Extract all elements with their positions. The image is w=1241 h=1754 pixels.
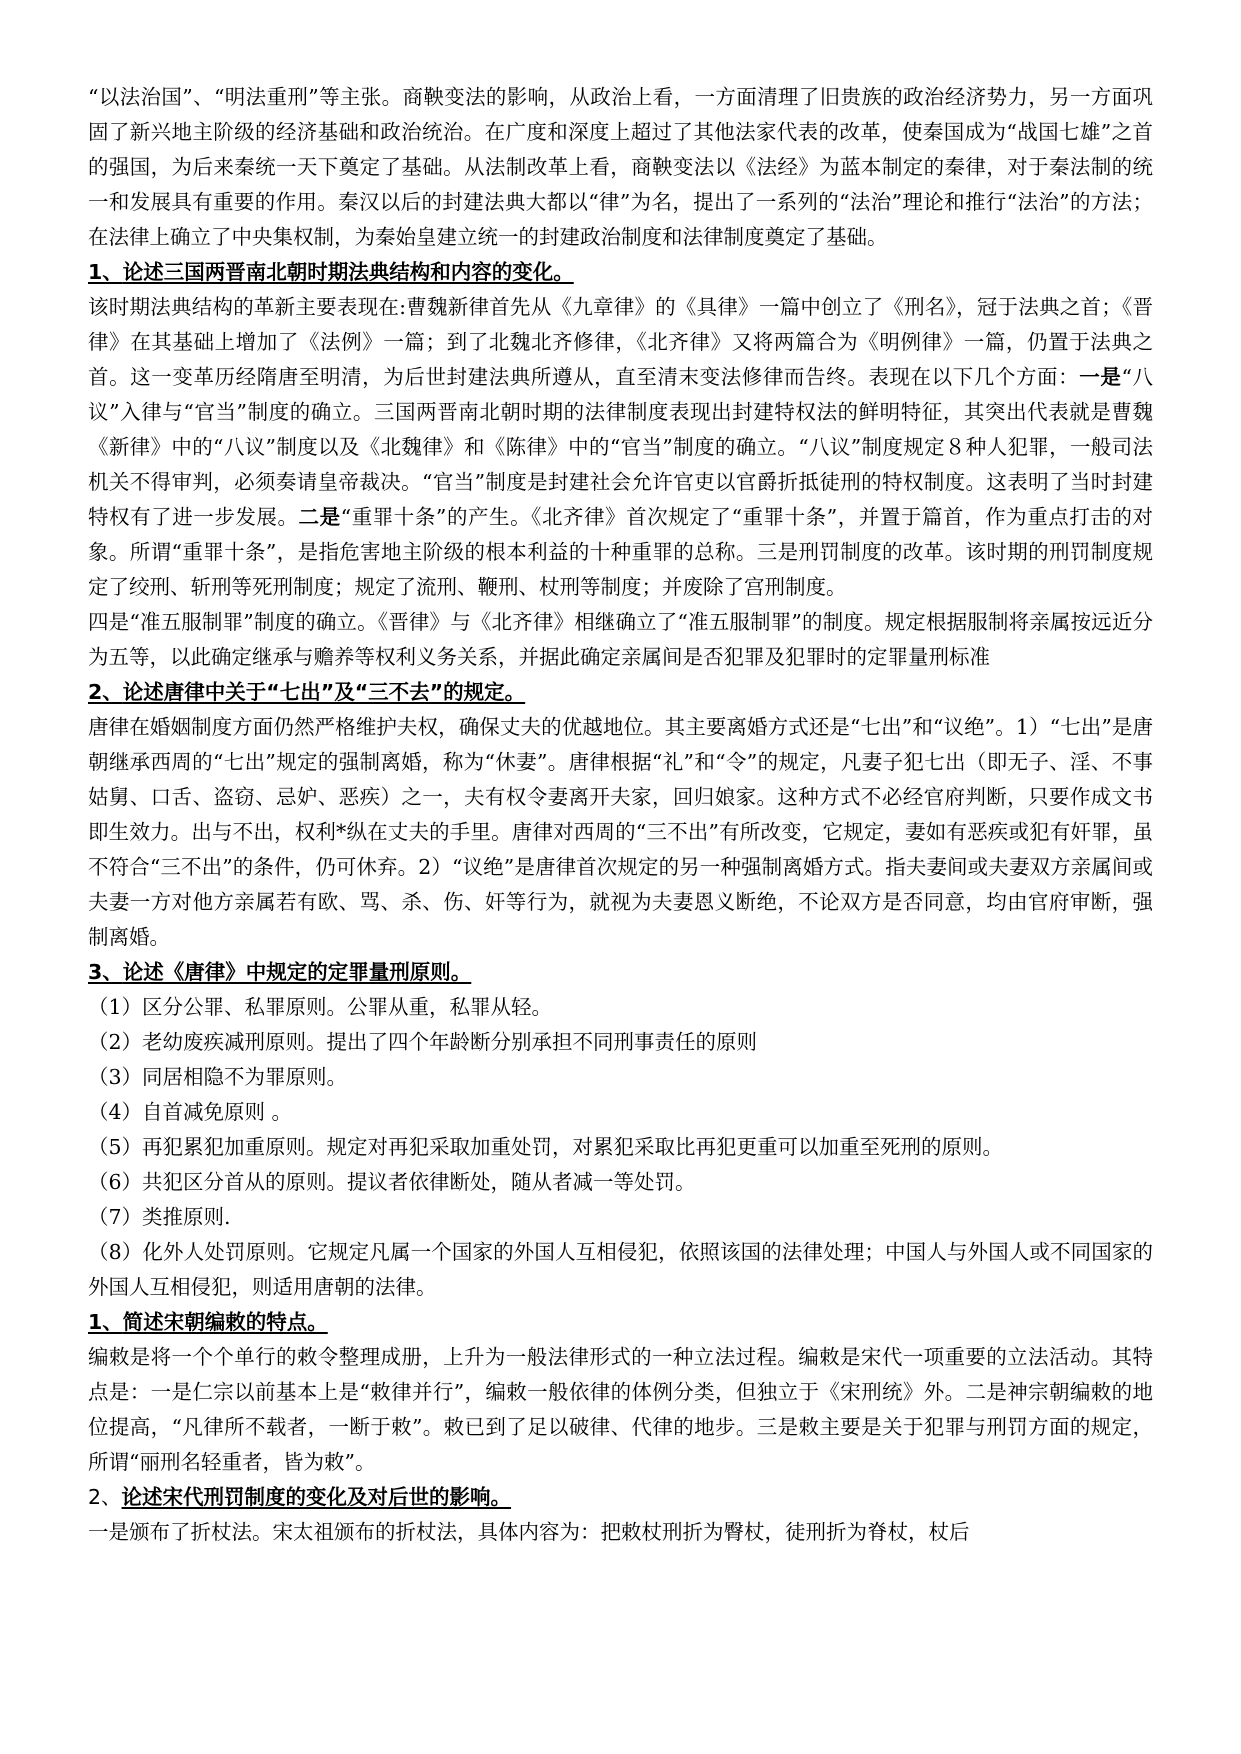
section-heading [88, 255, 1153, 290]
list-item: （2）老幼废疾减刑原则。提出了四个年龄断分别承担不同刑事责任的原则 [88, 1030, 758, 1054]
section-paragraph [88, 290, 1153, 605]
bold-marker: 一是 [1079, 365, 1122, 389]
section-number: 1、 [88, 1310, 123, 1334]
section-heading [88, 675, 1153, 710]
paragraph-text: 该时期法典结构的革新主要表现在:曹魏新律首先从《九章律》的《具律》一篇中创立了《刑名》，冠于法典之首；《晋律》在其基础上增加了《法例》一篇；到了北魏北齐修律，《北齐律》又将两篇合为《明例律》一篇，仍置于法典之首。这一变革历经隋唐至明清，为后世封建法典所遵从，直至清末变法修律而告终。表现在以下几个方面： [88, 295, 1153, 389]
list-item: （3）同居相隐不为罪原则。 [88, 1065, 348, 1089]
section-title: 论述宋代刑罚制度的变化及对后世的影响。 [121, 1485, 512, 1509]
section-title: 论述唐律中关于“七出”及“三不去”的规定。 [122, 680, 526, 704]
section-title: 论述三国两晋南北朝时期法典结构和内容的变化。 [122, 260, 574, 284]
section-title: 论述《唐律》中规定的定罪量刑原则。 [122, 960, 472, 984]
list-item: （8）化外人处罚原则。它规定凡属一个国家的外国人互相侵犯，依照该国的法律处理；中国人与外国人或不同国家的外国人互相侵犯，则适用唐朝的法律。 [88, 1240, 1153, 1299]
section-paragraph: 唐律在婚姻制度方面仍然严格维护夫权，确保丈夫的优越地位。其主要离婚方式还是“七出”和“议绝”。1）“七出”是唐朝继承西周的“七出”规定的强制离婚，称为“休妻”。唐律根据“礼”和“令”的规定，凡妻子犯七出（即无子、淫、不事姑舅、口舌、盗窃、忌妒、恶疾）之一，夫有权令妻离开夫家，回归娘家。这种方式不必经官府判断，只要作成文书即生效力。出与不出，权利*纵在丈夫的手里。唐律对西周的“三不出”有所改变，它规定，妻如有恶疾或犯有奸罪，虽不符合“三不出”的条件，仍可休弃。2）“议绝”是唐律首次规定的另一种强制离婚方式。指夫妻间或夫妻双方亲属间或夫妻一方对他方亲属若有欧、骂、杀、伤、奸等行为，就视为夫妻恩义断绝，不论双方是否同意，均由官府审断，强制离婚。 [88, 715, 1153, 949]
section-paragraph: 编敕是将一个个单行的敕令整理成册，上升为一般法律形式的一种立法过程。编敕是宋代一项重要的立法活动。其特点是：一是仁宗以前基本上是“敕律并行”，编敕一般依律的体例分类，但独立于《宋刑统》外。二是神宗朝编敕的地位提高，“凡律所不载者，一断于敕”。敕已到了足以破律、代律的地步。三是敕主要是关于犯罪与刑罚方面的规定，所谓“丽刑名轻重者，皆为敕”。 [88, 1345, 1153, 1474]
section-heading [88, 1480, 1153, 1515]
paragraph-text: “八议”入律与“官当”制度的确立。三国两晋南北朝时期的法律制度表现出封建特权法的鲜明特征，其突出代表就是曹魏《新律》中的“八议”制度以及《北魏律》和《陈律》中的“官当”制度的确立。“八议”制度规定８种人犯罪，一般司法机关不得审判，必须奏请皇帝裁决。“官当”制度是封建社会允许官吏以官爵折抵徒刑的特权制度。这表明了当时封建特权有了进一步发展。 [88, 365, 1154, 529]
list-item: （7）类推原则. [88, 1205, 231, 1229]
section-number: 2、 [88, 680, 123, 704]
section-number: 3、 [88, 960, 123, 984]
list-item: （5）再犯累犯加重原则。规定对再犯采取加重处罚，对累犯采取比再犯更重可以加重至死刑的原则。 [88, 1135, 1004, 1159]
list-item: （1）区分公罪、私罪原则。公罪从重，私罪从轻。 [88, 995, 553, 1019]
list-item: （4）自首减免原则 。 [88, 1100, 293, 1124]
section-heading [88, 955, 1153, 990]
section-title: 简述宋朝编敕的特点。 [122, 1310, 328, 1334]
bold-marker: 二是 [298, 505, 341, 529]
section-paragraph: 一是颁布了折杖法。宋太祖颁布的折杖法，具体内容为：把敕杖刑折为臀杖，徒刑折为脊杖，杖后 [88, 1520, 970, 1544]
section-number: 2、 [88, 1485, 122, 1509]
section-paragraph: 四是“准五服制罪”制度的确立。《晋律》与《北齐律》相继确立了“准五服制罪”的制度。规定根据服制将亲属按远近分为五等，以此确定继承与赡养等权利义务关系，并据此确定亲属间是否犯罪及犯罪时的定罪量刑标准 [88, 610, 1153, 669]
list-item: （6）共犯区分首从的原则。提议者依律断处，随从者减一等处罚。 [88, 1170, 696, 1194]
intro-paragraph: “以法治国”、“明法重刑”等主张。商鞅变法的影响，从政治上看，一方面清理了旧贵族的政治经济势力，另一方面巩固了新兴地主阶级的经济基础和政治统治。在广度和深度上超过了其他法家代表的改革，使秦国成为“战国七雄”之首的强国，为后来秦统一天下奠定了基础。从法制改革上看，商鞅变法以《法经》为蓝本制定的秦律，对于秦法制的统一和发展具有重要的作用。秦汉以后的封建法典大都以“律”为名，提出了一系列的“法治”理论和推行“法治”的方法；在法律上确立了中央集权制，为秦始皇建立统一的封建政治制度和法律制度奠定了基础。 [88, 85, 1153, 249]
paragraph-text: “重罪十条”的产生。《北齐律》首次规定了“重罪十条”，并置于篇首，作为重点打击的对象。所谓“重罪十条”，是指危害地主阶级的根本利益的十种重罪的总称。三是刑罚制度的改革。该时期的刑罚制度规定了绞刑、斩刑等死刑制度；规定了流刑、鞭刑、杖刑等制度；并废除了宫刑制度。 [88, 505, 1154, 599]
section-number: 1、 [88, 260, 123, 284]
section-heading [88, 1305, 1153, 1340]
